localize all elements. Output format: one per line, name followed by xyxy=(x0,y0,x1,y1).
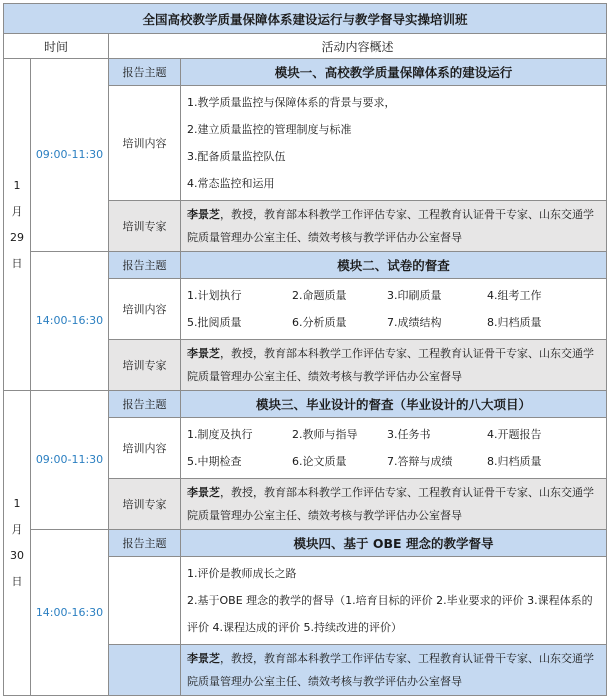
expert-label: 培训专家 xyxy=(109,479,181,530)
training-content xyxy=(181,279,607,340)
content-label: 培训内容 xyxy=(109,86,181,201)
list-item: 7.答辩与成绩 xyxy=(387,455,453,468)
expert-name: 李景芝 xyxy=(187,486,220,499)
list-item: 4.常态监控和运用 xyxy=(187,177,275,190)
list-item: 4.开题报告 xyxy=(487,428,542,441)
list-item: 1.教学质量监控与保障体系的背景与要求， xyxy=(187,96,396,109)
list-item: 1.评价是教师成长之路 xyxy=(187,567,297,580)
list-item: 3.印刷质量 xyxy=(387,289,442,302)
activity-header: 活动内容概述 xyxy=(109,34,607,59)
topic-label: 报告主题 xyxy=(109,530,181,557)
list-item: 4.组考工作 xyxy=(487,289,542,302)
list-item: 2.建立质量监控的管理制度与标准 xyxy=(187,123,352,136)
expert-desc: ，教授，教育部本科教学工作评估专家、工程教育认证骨干专家、山东交通学院质量管理办公室主任、绩效考核与教学评估办公室督导 xyxy=(187,486,594,522)
expert-label xyxy=(109,645,181,696)
list-item: 3.任务书 xyxy=(387,428,431,441)
list-item: 2.命题质量 xyxy=(292,289,347,302)
topic-title: 模块二、试卷的督查 xyxy=(181,252,607,279)
training-schedule-table xyxy=(3,3,607,696)
session-time: 09:00-11:30 xyxy=(31,59,109,252)
training-content xyxy=(181,418,607,479)
topic-title: 模块四、基于 OBE 理念的教学督导 xyxy=(181,530,607,557)
expert-desc: ，教授，教育部本科教学工作评估专家、工程教育认证骨干专家、山东交通学院质量管理办公室主任、绩效考核与教学评估办公室督导 xyxy=(187,208,594,244)
list-item: 5.批阅质量 xyxy=(187,316,242,329)
expert-label: 培训专家 xyxy=(109,340,181,391)
day-label-jan29: 1 月 29 日 xyxy=(4,59,31,391)
topic-label: 报告主题 xyxy=(109,59,181,86)
list-item: 8.归档质量 xyxy=(487,316,542,329)
expert-name: 李景芝 xyxy=(187,347,220,360)
expert-desc: ，教授，教育部本科教学工作评估专家、工程教育认证骨干专家、山东交通学院质量管理办公室主任、绩效考核与教学评估办公室督导 xyxy=(187,347,594,383)
session-time: 14:00-16:30 xyxy=(31,252,109,391)
training-content xyxy=(181,557,607,645)
expert-name: 李景芝 xyxy=(187,208,220,221)
topic-label: 报告主题 xyxy=(109,252,181,279)
list-item: 6.分析质量 xyxy=(292,316,347,329)
list-item: 3.配备质量监控队伍 xyxy=(187,150,286,163)
list-item: 8.归档质量 xyxy=(487,455,542,468)
content-label xyxy=(109,557,181,645)
expert-name: 李景芝 xyxy=(187,652,220,665)
list-item: 6.论文质量 xyxy=(292,455,347,468)
expert-info xyxy=(181,201,607,252)
content-label: 培训内容 xyxy=(109,418,181,479)
time-header: 时间 xyxy=(4,34,109,59)
topic-label: 报告主题 xyxy=(109,391,181,418)
list-item: 1.计划执行 xyxy=(187,289,242,302)
topic-title: 模块三、毕业设计的督查（毕业设计的八大项目） xyxy=(181,391,607,418)
list-item: 1.制度及执行 xyxy=(187,428,253,441)
list-item: 2.教师与指导 xyxy=(292,428,358,441)
content-label: 培训内容 xyxy=(109,279,181,340)
table-title: 全国高校教学质量保障体系建设运行与教学督导实操培训班 xyxy=(4,4,607,34)
session-time: 14:00-16:30 xyxy=(31,530,109,696)
expert-desc: ，教授，教育部本科教学工作评估专家、工程教育认证骨干专家、山东交通学院质量管理办公室主任、绩效考核与教学评估办公室督导 xyxy=(187,652,594,688)
topic-title: 模块一、高校教学质量保障体系的建设运行 xyxy=(181,59,607,86)
expert-info xyxy=(181,479,607,530)
list-item: 5.中期检查 xyxy=(187,455,242,468)
session-time: 09:00-11:30 xyxy=(31,391,109,530)
expert-info xyxy=(181,340,607,391)
expert-label: 培训专家 xyxy=(109,201,181,252)
expert-info xyxy=(181,645,607,696)
list-item: 7.成绩结构 xyxy=(387,316,442,329)
day-label-jan30: 1 月 30 日 xyxy=(4,391,31,696)
training-content xyxy=(181,86,607,201)
list-item: 2.基于OBE 理念的教学的督导（1.培育目标的评价 2.毕业要求的评价 3.课程体系的评价 4.课程达成的评价 5.持续改进的评价） xyxy=(187,594,593,634)
